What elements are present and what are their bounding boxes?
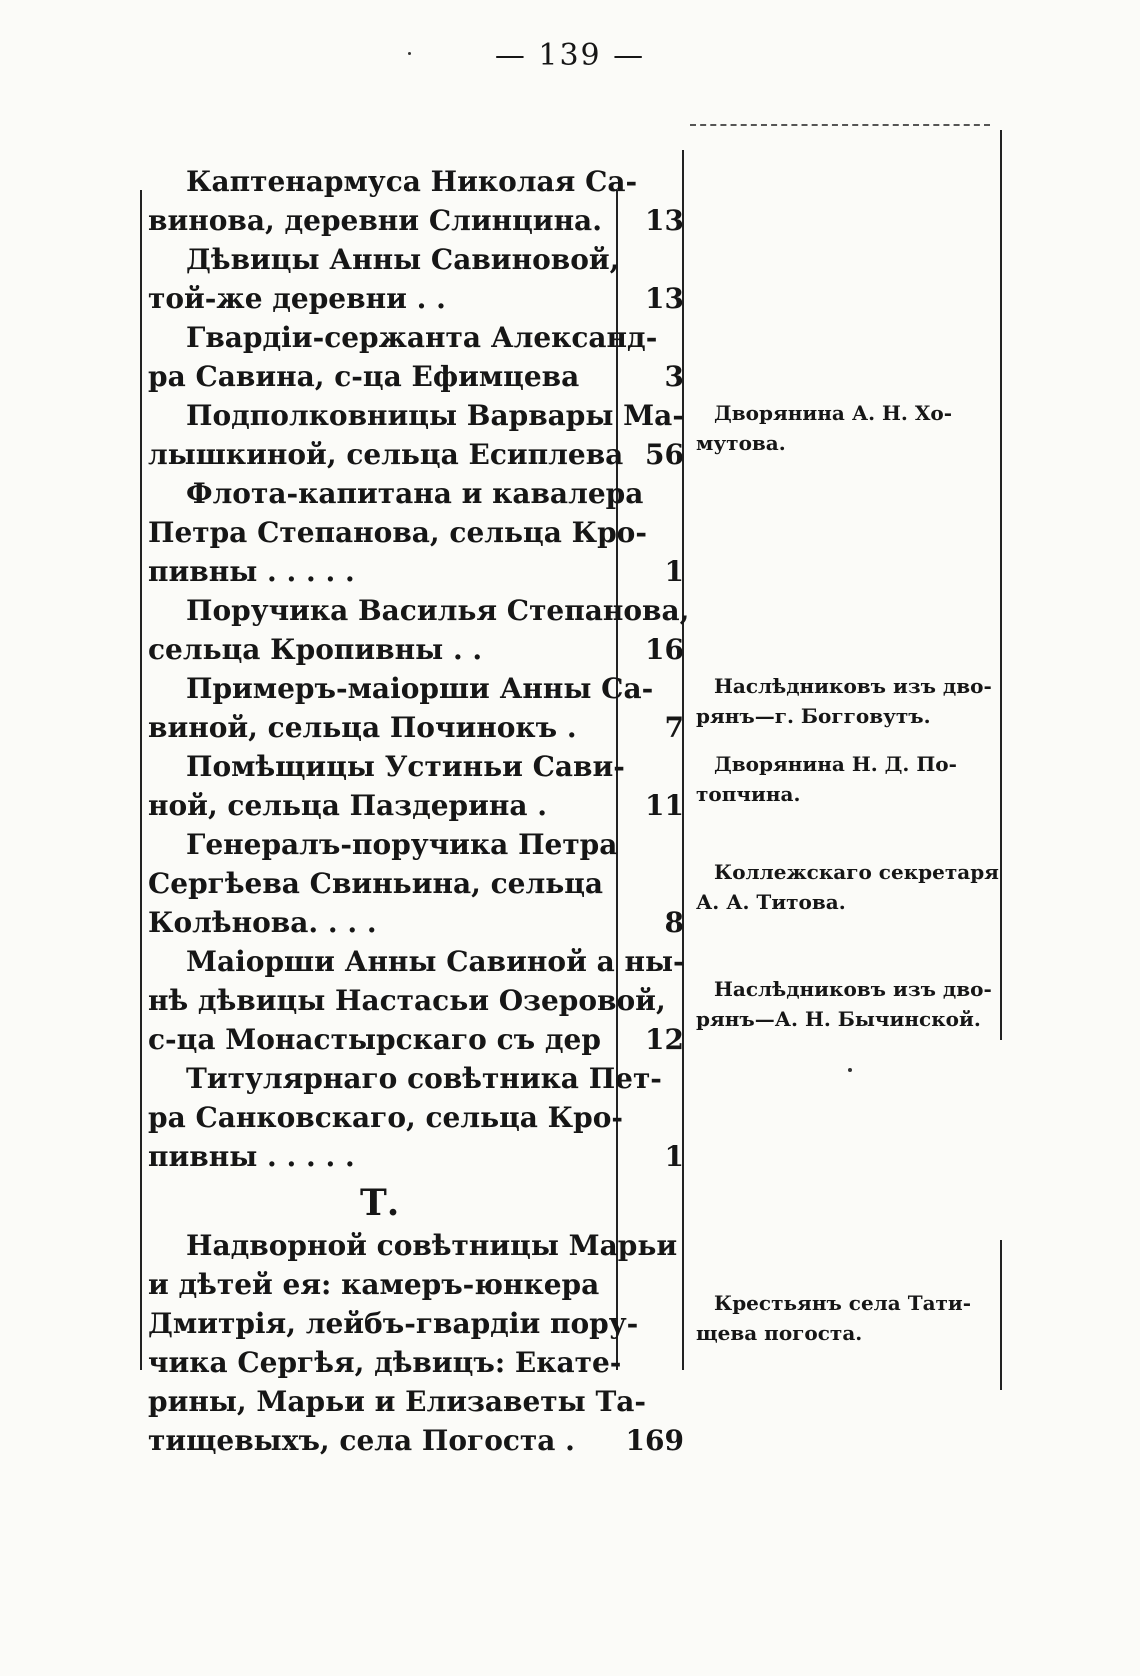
list-entry [148,1059,688,1176]
margin-note-line: мутова. [696,431,786,455]
entry-count: 11 [645,789,684,822]
entry-line: Колѣнова. . . . [148,906,377,939]
entry-line: Генералъ-поручика Петра [186,828,618,861]
print-speck [408,52,411,55]
entry-count: 1 [664,555,684,588]
entry-count: 7 [664,711,684,744]
entry-line: Подполковницы Варвары Ма- [186,399,684,432]
list-entry [148,318,688,396]
left-column-rule [140,190,142,1370]
entry-line: с-ца Монастырскаго съ дер [148,1023,601,1056]
entry-line: и дѣтей ея: камеръ-юнкера [148,1268,600,1301]
entry-line: Дѣвицы Анны Савиновой, [186,243,620,276]
entry-count: 16 [645,633,684,666]
entry-line: нѣ дѣвицы Настасьи Озеровой, [148,984,666,1017]
entry-line: Примеръ-маіорши Анны Са- [186,672,654,705]
entry-line: Дмитрія, лейбъ-гвардіи пору- [148,1307,639,1340]
print-speck [848,1068,852,1072]
entry-line: Гвардіи-сержанта Александ- [186,321,658,354]
entry-count: 1 [664,1140,684,1173]
header-rule [690,124,990,126]
page-number: — 139 — [494,38,646,73]
margin-note-line: Крестьянъ села Тати- [714,1291,972,1315]
margin-note [696,671,996,731]
entry-line: пивны . . . . . [148,1140,355,1173]
margin-note-line: рянъ—г. Богговутъ. [696,704,931,728]
entry-line: чика Сергѣя, дѣвицъ: Екате- [148,1346,622,1379]
entry-line: ра Савина, с-ца Ефимцева [148,360,580,393]
entry-line: Поручика Василья Степанова, [186,594,690,627]
list-entry [148,396,688,474]
entry-line: тищевыхъ, села Погоста . [148,1424,575,1457]
entry-count: 8 [664,906,684,939]
entry-line: Маіорши Анны Савиной а ны- [186,945,685,978]
entry-line: пивны . . . . . [148,555,355,588]
list-entry [148,240,688,318]
margin-note-line: Дворянина Н. Д. По- [714,752,957,776]
list-entry [148,162,688,240]
entry-line: Каптенармуса Николая Са- [186,165,638,198]
list-entry [148,747,688,825]
margin-note-line: Дворянина А. Н. Хо- [714,401,953,425]
entry-count: 3 [664,360,684,393]
entry-line: ра Санковскаго, сельца Кро- [148,1101,624,1134]
list-entry [148,1226,688,1460]
margin-note [696,857,999,917]
entry-line: Сергѣева Свиньина, сельца [148,867,604,900]
entry-count: 12 [645,1023,684,1056]
list-entry [148,474,688,591]
margin-note [696,1288,996,1348]
entry-line: лышкиной, сельца Есиплева [148,438,624,471]
entry-line: Титулярнаго совѣтника Пет- [186,1062,662,1095]
margin-note-line: Наслѣдниковъ изъ дво- [714,977,992,1001]
margin-note [696,974,996,1034]
margin-note-line: щева погоста. [696,1321,863,1345]
right-column-rule [1000,130,1002,1040]
entry-line: винова, деревни Слинцина. [148,204,602,237]
entry-count: 169 [625,1424,684,1457]
list-entry [148,669,688,747]
entry-line: виной, сельца Починокъ . [148,711,577,744]
margin-note-line: А. А. Титова. [696,890,846,914]
list-entry [148,942,688,1059]
margin-note-line: Коллежскаго секретаря [714,860,999,884]
entry-line: ной, сельца Паздерина . [148,789,548,822]
list-entry [148,591,688,669]
entry-count: 13 [645,282,684,315]
entry-line: сельца Кропивны . . [148,633,483,666]
entry-count: 13 [645,204,684,237]
section-letter: Т. [360,1182,400,1224]
margin-note [696,398,996,458]
entry-count: 56 [645,438,684,471]
margin-note [696,749,996,809]
entry-line: Помѣщицы Устиньи Сави- [186,750,625,783]
margin-note-line: топчина. [696,782,801,806]
entry-line: Флота-капитана и кавалера [186,477,644,510]
list-entry [148,825,688,942]
entries-list [148,162,688,1460]
entry-line: рины, Марьи и Елизаветы Та- [148,1385,647,1418]
margin-note-line: Наслѣдниковъ изъ дво- [714,674,992,698]
margin-note-line: рянъ—А. Н. Бычинской. [696,1007,981,1031]
entry-line: той-же деревни . . [148,282,446,315]
right-column-rule-lower [1000,1240,1002,1390]
entry-line: Петра Степанова, сельца Кро- [148,516,647,549]
entry-line: Надворной совѣтницы Марьи [186,1229,678,1262]
